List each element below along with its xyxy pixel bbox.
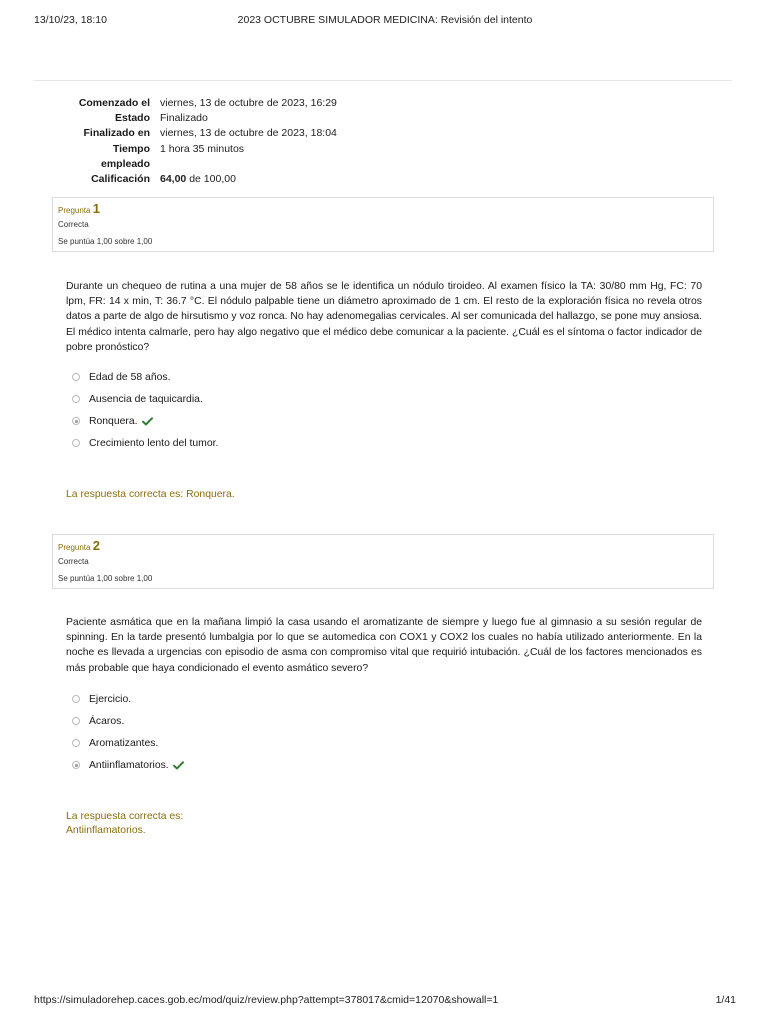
summary-row-started [52,96,337,111]
question-info-1 [52,197,714,252]
print-datetime: 13/10/23, 18:10 [34,14,107,26]
answer-label: Crecimiento lento del tumor. [89,437,219,449]
radio-button[interactable] [72,373,80,381]
grade-rest: de 100,00 [189,173,236,186]
question-grade: Se puntúa 1,00 sobre 1,00 [58,237,153,246]
summary-label: Finalizado en [83,127,150,140]
print-title: 2023 OCTUBRE SIMULADOR MEDICINA: Revisión del intento [237,14,533,26]
answer-option[interactable] [72,732,672,754]
answer-label: Aromatizantes. [89,737,159,749]
answer-option[interactable] [72,710,672,732]
answer-option[interactable] [72,688,672,710]
question-number [58,539,708,554]
question-prefix: Pregunta [58,206,91,215]
question-text-1: Durante un chequeo de rutina a una mujer de 58 años se le identifica un nódulo tiroideo. Al examen físico la TA: 30/80 mm Hg, FC: 70 lpm, FR: 14 x min, T: 36.7 °C. El nódulo palpable tiene un diámetro aproximado de 1 cm. El resto de la exploración física no revela otros datos a parte de algo de hirsutismo y voz ronca. No hay adenomegalias cervicales. Al ser comunicada del hallazgo, se pone muy ansiosa. El médico intenta calmarle, pero hay algo negativo que el médico debe comunicar a la paciente. ¿Cuál es el síntoma o factor indicador de pobre pronóstico? [66,281,702,353]
answer-label: Antiinflamatorios. [89,759,169,771]
check-icon [173,761,184,770]
summary-row-grade [52,172,337,187]
radio-button[interactable] [72,439,80,447]
page-number: 1/41 [715,994,736,1006]
right-answer-line: La respuesta correcta es: [66,811,184,822]
answer-option[interactable] [72,366,672,388]
summary-label: Estado [114,112,150,125]
summary-table [52,96,337,187]
print-footer [34,994,736,1010]
header-divider [34,80,732,81]
grade-score: 64,00 [160,173,187,186]
summary-value: viernes, 13 de octubre de 2023, 18:04 [160,127,337,140]
answer-label: Ejercicio. [89,693,132,705]
radio-button[interactable] [72,695,80,703]
summary-row-time [52,142,337,172]
answer-label: Edad de 58 años. [89,371,171,383]
answer-option-selected[interactable] [72,410,672,432]
print-url: https://simuladorehep.caces.gob.ec/mod/quiz/review.php?attempt=378017&cmid=12070&showall=1 [34,994,499,1006]
answer-option-selected[interactable] [72,754,672,776]
radio-button[interactable] [72,717,80,725]
question-state: Correcta [58,557,89,566]
radio-button-checked[interactable] [72,761,80,769]
radio-button-checked[interactable] [72,417,80,425]
question-number-value: 2 [92,538,100,553]
question-number-value: 1 [92,201,100,216]
summary-label-line: Tiempo [112,142,150,155]
check-icon [142,417,153,426]
answer-option[interactable] [72,432,672,454]
radio-button[interactable] [72,739,80,747]
summary-value: Finalizado [160,112,208,125]
summary-value: viernes, 13 de octubre de 2023, 16:29 [160,97,337,109]
question-text-2: Paciente asmática que en la mañana limpió la casa usando el aromatizante de siempre y luego fue al gimnasio a su sesión regular de spinning. En la tarde presentó lumbalgia por lo que se automedica con COX1 y COX2 los cuales no había utilizado anteriormente. En la noche es llevada a urgencias con episodio de asma con compromiso vital que requirió intubación. ¿Cuál de los factores mencionados es más probable que haya condicionado el evento asmático severo? [66,617,702,674]
summary-label-line: empleado [100,157,150,170]
summary-label: Comenzado el [78,97,150,109]
right-answer-2 [66,810,366,838]
answer-option[interactable] [72,388,672,410]
right-answer-line: Antiinflamatorios. [66,825,146,836]
summary-row-state [52,111,337,126]
answer-options-1 [72,366,672,454]
question-prefix: Pregunta [58,543,91,552]
answer-label: Ausencia de taquicardia. [89,393,203,405]
summary-label [52,142,160,172]
print-header [34,14,736,30]
question-state: Correcta [58,220,89,229]
summary-row-completed [52,126,337,141]
question-grade: Se puntúa 1,00 sobre 1,00 [58,574,153,583]
summary-label: Calificación [91,173,150,186]
radio-button[interactable] [72,395,80,403]
answer-label: Ácaros. [89,715,125,727]
summary-value: 1 hora 35 minutos [160,142,245,155]
right-answer-1: La respuesta correcta es: Ronquera. [66,489,235,500]
question-info-2 [52,534,714,589]
answer-label: Ronquera. [89,415,138,427]
attempt-summary [52,96,692,187]
question-number [58,202,708,217]
summary-value [160,172,337,187]
answer-options-2 [72,688,672,776]
